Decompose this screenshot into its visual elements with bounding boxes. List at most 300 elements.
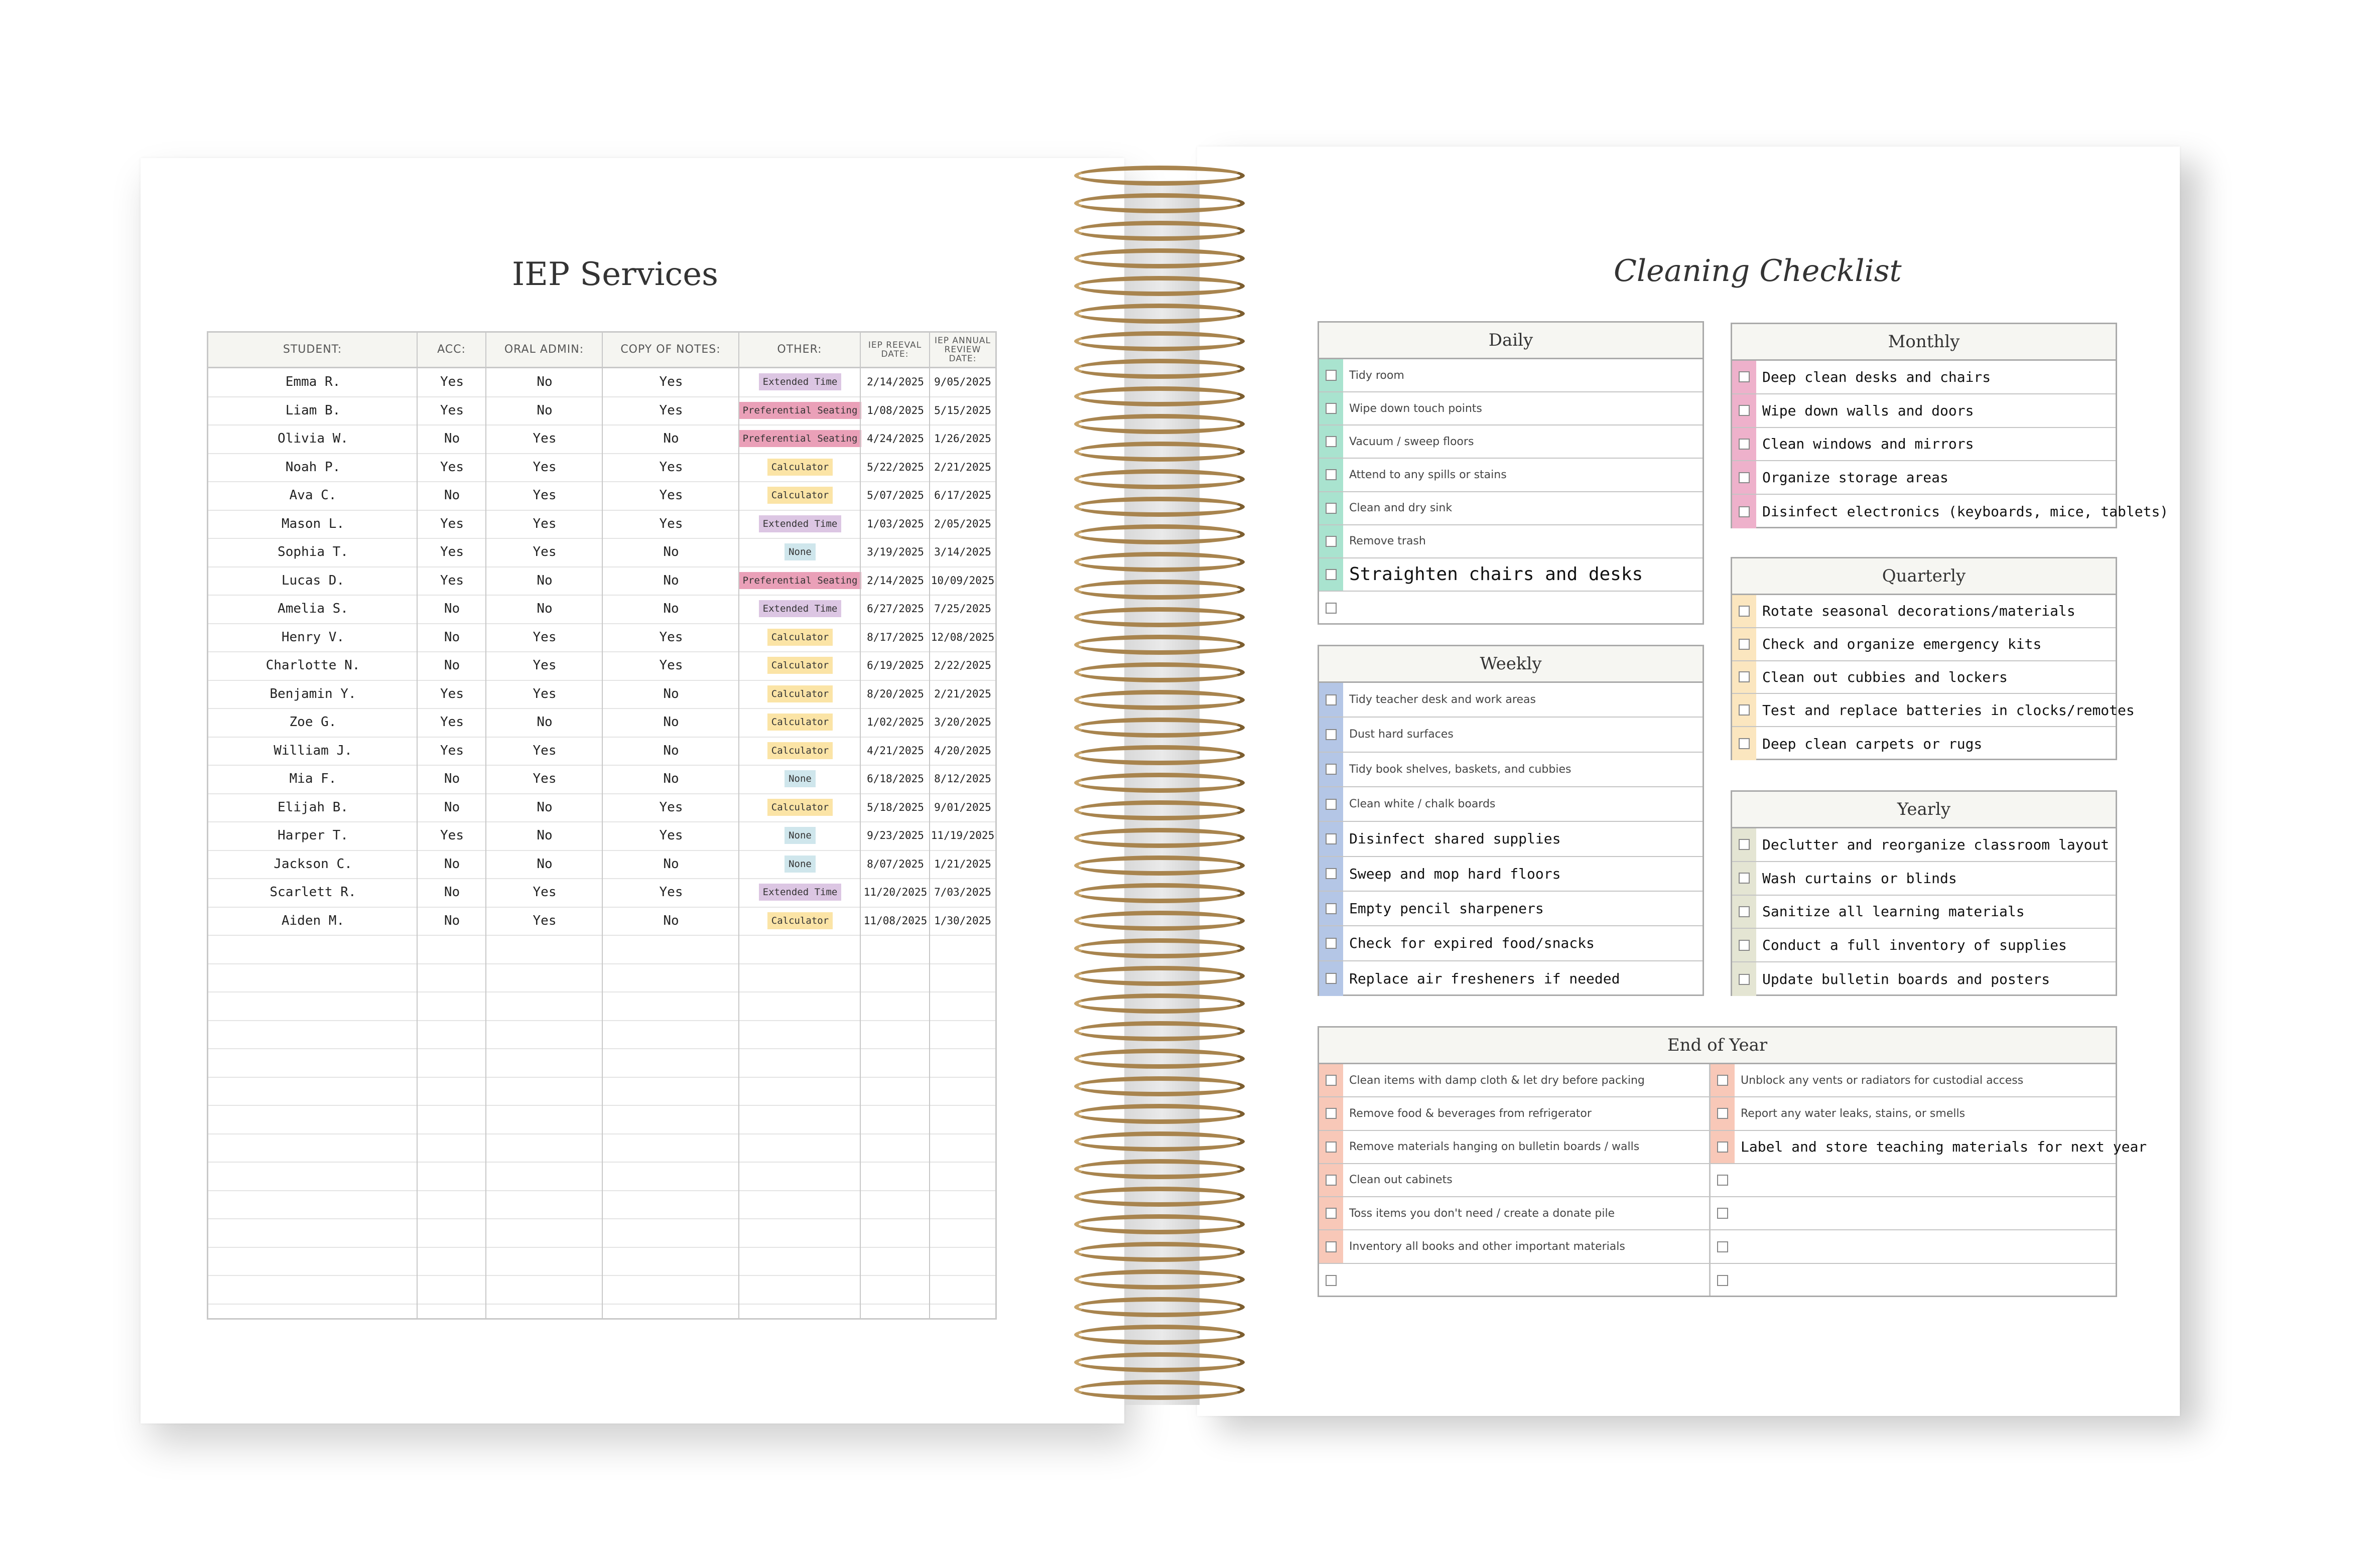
checkbox[interactable] — [1326, 469, 1337, 480]
iep-cell-reeval: 6/18/2025 — [867, 773, 924, 785]
iep-services-table — [207, 331, 997, 1320]
monthly-header: Monthly — [1732, 324, 2116, 361]
checklist-item — [1319, 753, 1703, 787]
column-divider — [860, 333, 861, 1318]
item-color-swatch — [1319, 1264, 1343, 1297]
item-color-swatch — [1319, 753, 1343, 786]
iep-cell-review: 2/21/2025 — [934, 461, 991, 473]
iep-cell-review: 7/25/2025 — [934, 603, 991, 615]
spiral-coil — [1074, 662, 1245, 682]
iep-cell-other — [739, 765, 861, 793]
iep-cell-student: William J. — [274, 743, 352, 758]
iep-cell-acc: Yes — [440, 743, 464, 758]
iep-cell-other — [739, 424, 861, 453]
checkbox[interactable] — [1717, 1142, 1728, 1153]
iep-cell-student: Zoe G. — [289, 715, 337, 730]
checklist-item-label: Report any water leaks, stains, or smells — [1741, 1107, 1966, 1120]
iep-other-tag: None — [785, 827, 816, 844]
iep-cell-review: 3/14/2025 — [934, 546, 991, 558]
iep-cell-review: 2/05/2025 — [934, 517, 991, 530]
iep-cell-notes: Yes — [659, 488, 683, 503]
item-color-swatch — [1319, 1197, 1343, 1229]
iep-cell-student: Liam B. — [285, 402, 341, 418]
checkbox[interactable] — [1739, 839, 1750, 850]
spiral-coil — [1074, 386, 1245, 406]
checklist-item — [1319, 718, 1703, 752]
checklist-item — [1319, 525, 1703, 558]
header-student: STUDENT: — [283, 343, 342, 356]
iep-cell-review: 9/05/2025 — [934, 376, 991, 388]
iep-cell-acc: Yes — [440, 544, 464, 559]
item-color-swatch — [1319, 359, 1343, 391]
iep-cell-notes: No — [663, 573, 679, 588]
spiral-coil — [1074, 1380, 1245, 1400]
spiral-coil — [1074, 552, 1245, 572]
checkbox[interactable] — [1326, 799, 1337, 810]
iep-cell-other — [739, 368, 861, 396]
checklist-item — [1732, 896, 2116, 929]
checklist-item — [1732, 595, 2116, 628]
item-color-swatch — [1319, 525, 1343, 557]
item-color-swatch — [1711, 1097, 1735, 1129]
checklist-item — [1319, 926, 1703, 961]
checklist-item-label: Check and organize emergency kits — [1762, 636, 2042, 653]
checkbox[interactable] — [1326, 370, 1337, 381]
checklist-item-label: Attend to any spills or stains — [1349, 468, 1507, 481]
checkbox[interactable] — [1739, 371, 1750, 382]
checklist-item — [1319, 1131, 1709, 1164]
iep-cell-acc: Yes — [440, 686, 464, 701]
item-color-swatch — [1732, 828, 1756, 861]
item-color-swatch — [1319, 683, 1343, 717]
spiral-coil — [1074, 524, 1245, 544]
item-color-swatch — [1711, 1230, 1735, 1262]
item-color-swatch — [1319, 892, 1343, 925]
spiral-coil — [1074, 718, 1245, 738]
checkbox[interactable] — [1326, 503, 1337, 514]
iep-cell-reeval: 8/20/2025 — [867, 687, 924, 700]
checkbox[interactable] — [1717, 1208, 1728, 1219]
checkbox[interactable] — [1326, 403, 1337, 414]
iep-cell-student: Lucas D. — [281, 573, 345, 588]
spiral-coil — [1074, 469, 1245, 489]
checklist-item-label: Rotate seasonal decorations/materials — [1762, 603, 2075, 620]
iep-cell-oral: Yes — [533, 431, 557, 446]
item-color-swatch — [1319, 857, 1343, 891]
item-color-swatch — [1732, 862, 1756, 895]
checklist-item-label: Update bulletin boards and posters — [1762, 971, 2050, 988]
checkbox[interactable] — [1326, 903, 1337, 914]
spiral-coil — [1074, 1021, 1245, 1041]
iep-cell-review: 7/03/2025 — [934, 886, 991, 898]
spiral-coil — [1074, 773, 1245, 793]
iep-cell-oral: No — [537, 573, 553, 588]
checkbox[interactable] — [1326, 1075, 1337, 1086]
checklist-item — [1711, 1131, 2147, 1164]
spiral-coil — [1074, 580, 1245, 600]
item-color-swatch — [1319, 1230, 1343, 1262]
iep-cell-acc: No — [444, 885, 460, 900]
iep-cell-student: Ava C. — [289, 488, 337, 503]
checklist-item — [1319, 1164, 1709, 1197]
iep-cell-review: 2/22/2025 — [934, 659, 991, 671]
iep-cell-oral: No — [537, 402, 553, 418]
checklist-item — [1319, 1230, 1709, 1263]
iep-cell-notes: Yes — [659, 402, 683, 418]
spiral-coil — [1074, 359, 1245, 379]
end-of-year-checklist — [1318, 1026, 2147, 1297]
iep-other-tag: Extended Time — [759, 600, 842, 617]
item-color-swatch — [1732, 428, 1756, 461]
iep-cell-other — [739, 907, 861, 935]
iep-cell-notes: No — [663, 913, 679, 928]
checkbox[interactable] — [1717, 1241, 1728, 1252]
iep-cell-reeval: 1/03/2025 — [867, 517, 924, 530]
iep-cell-acc: Yes — [440, 828, 464, 843]
spiral-coil — [1074, 166, 1245, 186]
item-color-swatch — [1319, 1164, 1343, 1196]
spiral-coil — [1074, 1131, 1245, 1152]
iep-cell-oral: Yes — [533, 743, 557, 758]
yearly-header: Yearly — [1732, 792, 2116, 828]
iep-cell-reeval: 8/17/2025 — [867, 631, 924, 643]
checkbox[interactable] — [1739, 606, 1750, 617]
checklist-item — [1319, 1197, 1709, 1230]
checkbox[interactable] — [1739, 405, 1750, 416]
iep-cell-other — [739, 481, 861, 509]
item-color-swatch — [1732, 694, 1756, 726]
iep-cell-notes: No — [663, 743, 679, 758]
iep-services-title: IEP Services — [512, 256, 718, 293]
checklist-item-label: Inventory all books and other important materials — [1349, 1240, 1625, 1253]
checklist-item — [1732, 962, 2116, 996]
header-oral-admin: ORAL ADMIN: — [504, 343, 584, 356]
spiral-coil — [1074, 276, 1245, 296]
checklist-item — [1732, 929, 2116, 962]
iep-cell-oral: Yes — [533, 913, 557, 928]
iep-cell-notes: No — [663, 856, 679, 872]
checklist-item-label: Tidy teacher desk and work areas — [1349, 693, 1536, 706]
item-color-swatch — [1319, 492, 1343, 524]
iep-other-tag: Extended Time — [759, 884, 842, 901]
spiral-coil — [1074, 1297, 1245, 1317]
item-color-swatch — [1711, 1264, 1735, 1297]
spiral-coil — [1074, 828, 1245, 848]
spiral-coil — [1074, 690, 1245, 710]
item-color-swatch — [1319, 592, 1343, 625]
iep-cell-notes: Yes — [659, 885, 683, 900]
iep-other-tag: None — [785, 856, 816, 873]
checkbox[interactable] — [1326, 569, 1337, 580]
checklist-item — [1319, 1064, 1709, 1097]
checklist-item — [1319, 392, 1703, 425]
checklist-item-label: Clean windows and mirrors — [1762, 436, 1974, 453]
header-copy-of-notes: COPY OF NOTES: — [620, 343, 721, 356]
iep-cell-other — [739, 850, 861, 878]
checklist-item — [1319, 892, 1703, 926]
iep-cell-acc: No — [444, 601, 460, 616]
iep-cell-oral: Yes — [533, 686, 557, 701]
checkbox[interactable] — [1326, 1142, 1337, 1153]
iep-cell-acc: No — [444, 658, 460, 673]
iep-cell-review: 3/20/2025 — [934, 716, 991, 728]
checklist-item-label: Wash curtains or blinds — [1762, 870, 1957, 887]
spiral-coil — [1074, 1104, 1245, 1124]
checklist-item — [1319, 492, 1703, 525]
checkbox[interactable] — [1739, 506, 1750, 517]
checkbox[interactable] — [1739, 671, 1750, 682]
header-acc: ACC: — [437, 343, 466, 356]
checklist-item — [1319, 1264, 1709, 1297]
iep-cell-other — [739, 566, 861, 595]
checkbox[interactable] — [1326, 603, 1337, 614]
column-divider — [485, 333, 486, 1318]
checkbox[interactable] — [1326, 1175, 1337, 1186]
iep-cell-student: Elijah B. — [278, 799, 348, 815]
iep-cell-oral: No — [537, 828, 553, 843]
item-color-swatch — [1732, 628, 1756, 660]
iep-cell-reeval: 4/21/2025 — [867, 744, 924, 757]
checklist-item-label: Wipe down walls and doors — [1762, 402, 1974, 419]
iep-cell-acc: Yes — [440, 402, 464, 418]
iep-cell-reeval: 9/23/2025 — [867, 829, 924, 841]
iep-cell-review: 1/26/2025 — [934, 433, 991, 445]
checkbox[interactable] — [1739, 974, 1750, 985]
checklist-item-label: Clean items with damp cloth & let dry before packing — [1349, 1074, 1645, 1087]
iep-cell-acc: Yes — [440, 459, 464, 475]
iep-cell-other — [739, 878, 861, 906]
checklist-item — [1711, 1197, 2116, 1230]
checkbox[interactable] — [1326, 1108, 1337, 1119]
checkbox[interactable] — [1326, 729, 1337, 740]
iep-cell-student: Aiden M. — [281, 913, 345, 928]
checkbox[interactable] — [1739, 906, 1750, 917]
checkbox[interactable] — [1326, 764, 1337, 775]
checkbox[interactable] — [1717, 1275, 1728, 1286]
spiral-coil — [1074, 1242, 1245, 1262]
checkbox[interactable] — [1326, 1208, 1337, 1219]
iep-cell-acc: Yes — [440, 715, 464, 730]
item-color-swatch — [1711, 1197, 1735, 1229]
checklist-item-label: Dust hard surfaces — [1349, 728, 1454, 741]
iep-cell-review: 10/09/2025 — [931, 574, 995, 587]
checklist-item — [1319, 961, 1703, 996]
iep-cell-oral: No — [537, 374, 553, 389]
spiral-coil — [1074, 497, 1245, 517]
item-color-swatch — [1319, 1131, 1343, 1163]
checkbox[interactable] — [1717, 1108, 1728, 1119]
iep-cell-student: Charlotte N. — [266, 658, 360, 673]
iep-cell-acc: No — [444, 856, 460, 872]
checklist-item-label: Declutter and reorganize classroom layout — [1762, 836, 2110, 853]
checkbox[interactable] — [1717, 1175, 1728, 1186]
weekly-header: Weekly — [1319, 646, 1703, 683]
checklist-item-label: Deep clean carpets or rugs — [1762, 735, 1983, 752]
iep-cell-notes: Yes — [659, 658, 683, 673]
monthly-checklist — [1731, 323, 2169, 528]
checkbox[interactable] — [1739, 940, 1750, 951]
spiral-coil — [1074, 442, 1245, 462]
checklist-item — [1711, 1097, 2116, 1130]
iep-cell-student: Benjamin Y. — [270, 686, 356, 701]
iep-cell-other — [739, 651, 861, 679]
checkbox[interactable] — [1326, 536, 1337, 547]
checklist-item-label: Test and replace batteries in clocks/remotes — [1762, 701, 2135, 719]
checkbox[interactable] — [1739, 704, 1750, 716]
checkbox[interactable] — [1326, 1241, 1337, 1252]
checklist-item-label: Wipe down touch points — [1349, 402, 1482, 415]
iep-cell-acc: Yes — [440, 573, 464, 588]
header-other: OTHER: — [777, 343, 822, 356]
checklist-item — [1319, 425, 1703, 459]
iep-cell-reeval: 1/02/2025 — [867, 716, 924, 728]
iep-cell-other — [739, 396, 861, 424]
iep-cell-oral: No — [537, 715, 553, 730]
iep-cell-reeval: 11/08/2025 — [863, 914, 928, 927]
checklist-item — [1319, 459, 1703, 492]
iep-cell-oral: Yes — [533, 544, 557, 559]
checklist-item — [1732, 694, 2135, 727]
checklist-item — [1319, 558, 1703, 592]
checklist-item-label: Clean out cubbies and lockers — [1762, 668, 2008, 685]
spiral-coil — [1074, 1325, 1245, 1345]
iep-cell-reeval: 3/19/2025 — [867, 546, 924, 558]
checklist-item-label: Disinfect shared supplies — [1349, 830, 1561, 847]
iep-cell-review: 8/12/2025 — [934, 773, 991, 785]
iep-cell-review: 2/21/2025 — [934, 687, 991, 700]
daily-header: Daily — [1319, 323, 1703, 359]
checklist-item-label: Disinfect electronics (keyboards, mice, tablets) — [1762, 503, 2169, 520]
column-divider — [417, 333, 418, 1318]
iep-cell-oral: Yes — [533, 516, 557, 531]
item-color-swatch — [1732, 495, 1756, 528]
iep-cell-reeval: 5/07/2025 — [867, 489, 924, 501]
weekly-checklist — [1318, 645, 1704, 996]
iep-other-tag: Extended Time — [759, 515, 842, 532]
iep-cell-other — [739, 510, 861, 538]
checkbox[interactable] — [1326, 868, 1337, 879]
iep-cell-student: Mia F. — [289, 771, 337, 786]
iep-cell-other — [739, 595, 861, 623]
item-color-swatch — [1319, 392, 1343, 424]
checkbox[interactable] — [1326, 973, 1337, 984]
iep-other-tag: Preferential Seating — [739, 402, 862, 419]
iep-cell-acc: No — [444, 431, 460, 446]
item-color-swatch — [1319, 459, 1343, 491]
checklist-item-label: Remove materials hanging on bulletin boards / walls — [1349, 1141, 1640, 1154]
checklist-item-label: Conduct a full inventory of supplies — [1762, 937, 2067, 954]
checklist-item — [1732, 862, 2116, 896]
iep-cell-notes: No — [663, 431, 679, 446]
quarterly-header: Quarterly — [1732, 558, 2116, 595]
iep-cell-other — [739, 708, 861, 736]
item-color-swatch — [1732, 727, 1756, 760]
item-color-swatch — [1319, 961, 1343, 996]
checklist-item — [1732, 394, 2116, 428]
iep-cell-notes: No — [663, 771, 679, 786]
checklist-item — [1732, 461, 2116, 495]
iep-cell-acc: Yes — [440, 374, 464, 389]
iep-cell-student: Jackson C. — [274, 856, 352, 872]
checklist-item — [1319, 592, 1703, 625]
iep-cell-oral: Yes — [533, 885, 557, 900]
checkbox[interactable] — [1717, 1075, 1728, 1086]
checklist-item-label: Sweep and mop hard floors — [1349, 865, 1561, 882]
checkbox[interactable] — [1739, 738, 1750, 749]
iep-cell-student: Emma R. — [285, 374, 341, 389]
item-color-swatch — [1319, 718, 1343, 751]
spiral-coil — [1074, 911, 1245, 931]
iep-cell-acc: No — [444, 771, 460, 786]
iep-cell-reeval: 6/27/2025 — [867, 603, 924, 615]
checklist-item-label: Toss items you don't need / create a donate pile — [1349, 1207, 1615, 1220]
column-divider — [929, 333, 930, 1318]
spiral-coil — [1074, 1187, 1245, 1207]
checkbox[interactable] — [1326, 694, 1337, 705]
spiral-coil — [1074, 1214, 1245, 1234]
iep-other-tag: Calculator — [767, 657, 833, 674]
iep-cell-student: Scarlett R. — [270, 885, 356, 900]
item-color-swatch — [1319, 787, 1343, 821]
iep-cell-acc: No — [444, 629, 460, 645]
iep-cell-notes: No — [663, 544, 679, 559]
iep-other-tag: Calculator — [767, 685, 833, 702]
iep-cell-student: Sophia T. — [278, 544, 348, 559]
spiral-coil — [1074, 856, 1245, 876]
checklist-item — [1319, 359, 1703, 392]
iep-cell-student: Mason L. — [281, 516, 345, 531]
iep-cell-notes: No — [663, 601, 679, 616]
iep-other-tag: Calculator — [767, 912, 833, 929]
item-color-swatch — [1319, 558, 1343, 591]
end-of-year-right-column — [1711, 1064, 2147, 1296]
iep-cell-other — [739, 793, 861, 821]
iep-cell-notes: Yes — [659, 828, 683, 843]
checklist-item-label: Clean and dry sink — [1349, 502, 1453, 515]
iep-cell-oral: Yes — [533, 488, 557, 503]
item-color-swatch — [1319, 425, 1343, 458]
item-color-swatch — [1732, 929, 1756, 961]
item-color-swatch — [1732, 962, 1756, 996]
checkbox[interactable] — [1739, 439, 1750, 450]
checklist-item-label: Remove food & beverages from refrigerator — [1349, 1107, 1592, 1120]
item-color-swatch — [1732, 461, 1756, 494]
checkbox[interactable] — [1326, 938, 1337, 949]
checkbox[interactable] — [1739, 472, 1750, 483]
iep-cell-reeval: 5/18/2025 — [867, 801, 924, 813]
checkbox[interactable] — [1739, 873, 1750, 884]
item-color-swatch — [1732, 361, 1756, 393]
checklist-item — [1711, 1164, 2116, 1197]
iep-other-tag: Calculator — [767, 799, 833, 816]
iep-other-tag: Calculator — [767, 714, 833, 731]
checkbox[interactable] — [1326, 436, 1337, 447]
checklist-item — [1711, 1064, 2116, 1097]
iep-other-tag: Calculator — [767, 742, 833, 759]
iep-cell-oral: No — [537, 601, 553, 616]
checkbox[interactable] — [1739, 639, 1750, 650]
iep-cell-reeval: 11/20/2025 — [863, 886, 928, 898]
iep-cell-reeval: 2/14/2025 — [867, 376, 924, 388]
iep-other-tag: Calculator — [767, 487, 833, 504]
item-color-swatch — [1711, 1064, 1735, 1096]
checklist-item — [1732, 828, 2116, 862]
iep-cell-student: Harper T. — [278, 828, 348, 843]
checkbox[interactable] — [1326, 1275, 1337, 1286]
checkbox[interactable] — [1326, 833, 1337, 844]
spiral-coil — [1074, 883, 1245, 903]
checklist-item — [1319, 787, 1703, 822]
